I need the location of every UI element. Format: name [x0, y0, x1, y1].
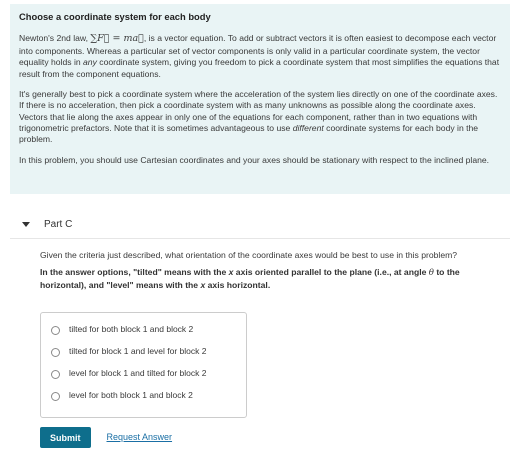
intro-p1-text-b: , is a vector equation. To add or subtract vectors it is often easiest to decompose each vector into components. Whereas a particular set of vector components is only valid in a particular coordinate system, the vector equality holds in	[19, 33, 497, 68]
intro-title: Choose a coordinate system for each body	[19, 11, 211, 22]
radio-button[interactable]	[51, 392, 60, 401]
intro-panel	[10, 4, 510, 194]
option-tilted-level[interactable]	[51, 341, 246, 363]
instruction-text-d: axis horizontal.	[205, 279, 271, 290]
intro-p2-emphasis: different	[292, 123, 324, 133]
question-text: Given the criteria just described, what orientation of the coordinate axes would be best to use in this problem?	[40, 250, 458, 260]
action-bar	[40, 427, 172, 448]
request-answer-link[interactable]: Request Answer	[106, 431, 173, 442]
option-level-tilted[interactable]	[51, 363, 246, 385]
option-level-both[interactable]	[51, 385, 246, 407]
newton-law-equation: ∑F⃗ = ma⃗	[90, 33, 144, 45]
part-title: Part C	[44, 218, 73, 230]
collapse-caret-icon[interactable]	[22, 222, 30, 227]
question-block	[40, 250, 500, 297]
option-label: tilted for both block 1 and block 2	[69, 324, 194, 335]
x-axis-symbol: x	[200, 279, 206, 290]
intro-paragraph-1	[19, 33, 501, 80]
option-label: level for block 1 and tilted for block 2	[69, 368, 207, 379]
instruction-text-b: axis oriented parallel to the plane (i.e., at angle	[233, 267, 429, 278]
answer-instruction	[40, 267, 500, 291]
intro-p2-text-b: coordinate systems for each body in the problem.	[19, 123, 479, 145]
part-c-header[interactable]	[10, 211, 510, 239]
intro-p1-emphasis: any	[83, 57, 97, 68]
option-tilted-both[interactable]	[51, 319, 246, 341]
instruction-text-c: to the horizontal), and "level" means with the	[40, 267, 460, 290]
intro-paragraph-3: In this problem, you should use Cartesian coordinates and your axes should be stationary with respect to the inclined plane.	[19, 154, 490, 165]
intro-paragraph-2	[19, 89, 501, 146]
option-label: level for both block 1 and block 2	[69, 390, 193, 401]
x-axis-symbol: x	[228, 267, 234, 278]
instruction-text-a: In the answer options, "tilted" means with the	[40, 267, 229, 278]
answer-options	[40, 312, 247, 418]
intro-p1-text-c: coordinate system, giving you freedom to pick a coordinate system that most simplifies the equations that result from the component equations.	[19, 57, 500, 79]
theta-symbol: θ	[428, 268, 434, 279]
radio-button[interactable]	[51, 370, 60, 379]
radio-button[interactable]	[51, 326, 60, 335]
option-label: tilted for block 1 and level for block 2	[69, 346, 207, 357]
intro-p1-text-a: Newton's 2nd law,	[19, 33, 91, 44]
intro-p2-text-a: It's generally best to pick a coordinate system where the acceleration of the system lies directly on one of the coordinate axes. If there is no acceleration, then pick a coordinate system with as many unknowns as possible along the coordinate axes. Vectors that lie along the axes appear in only one of the equations for each component, rather than in two equations with trigonometric prefactors. Note that it is sometimes advantageous to use	[19, 88, 498, 133]
submit-button[interactable]: Submit	[40, 427, 91, 448]
radio-button[interactable]	[51, 348, 60, 357]
